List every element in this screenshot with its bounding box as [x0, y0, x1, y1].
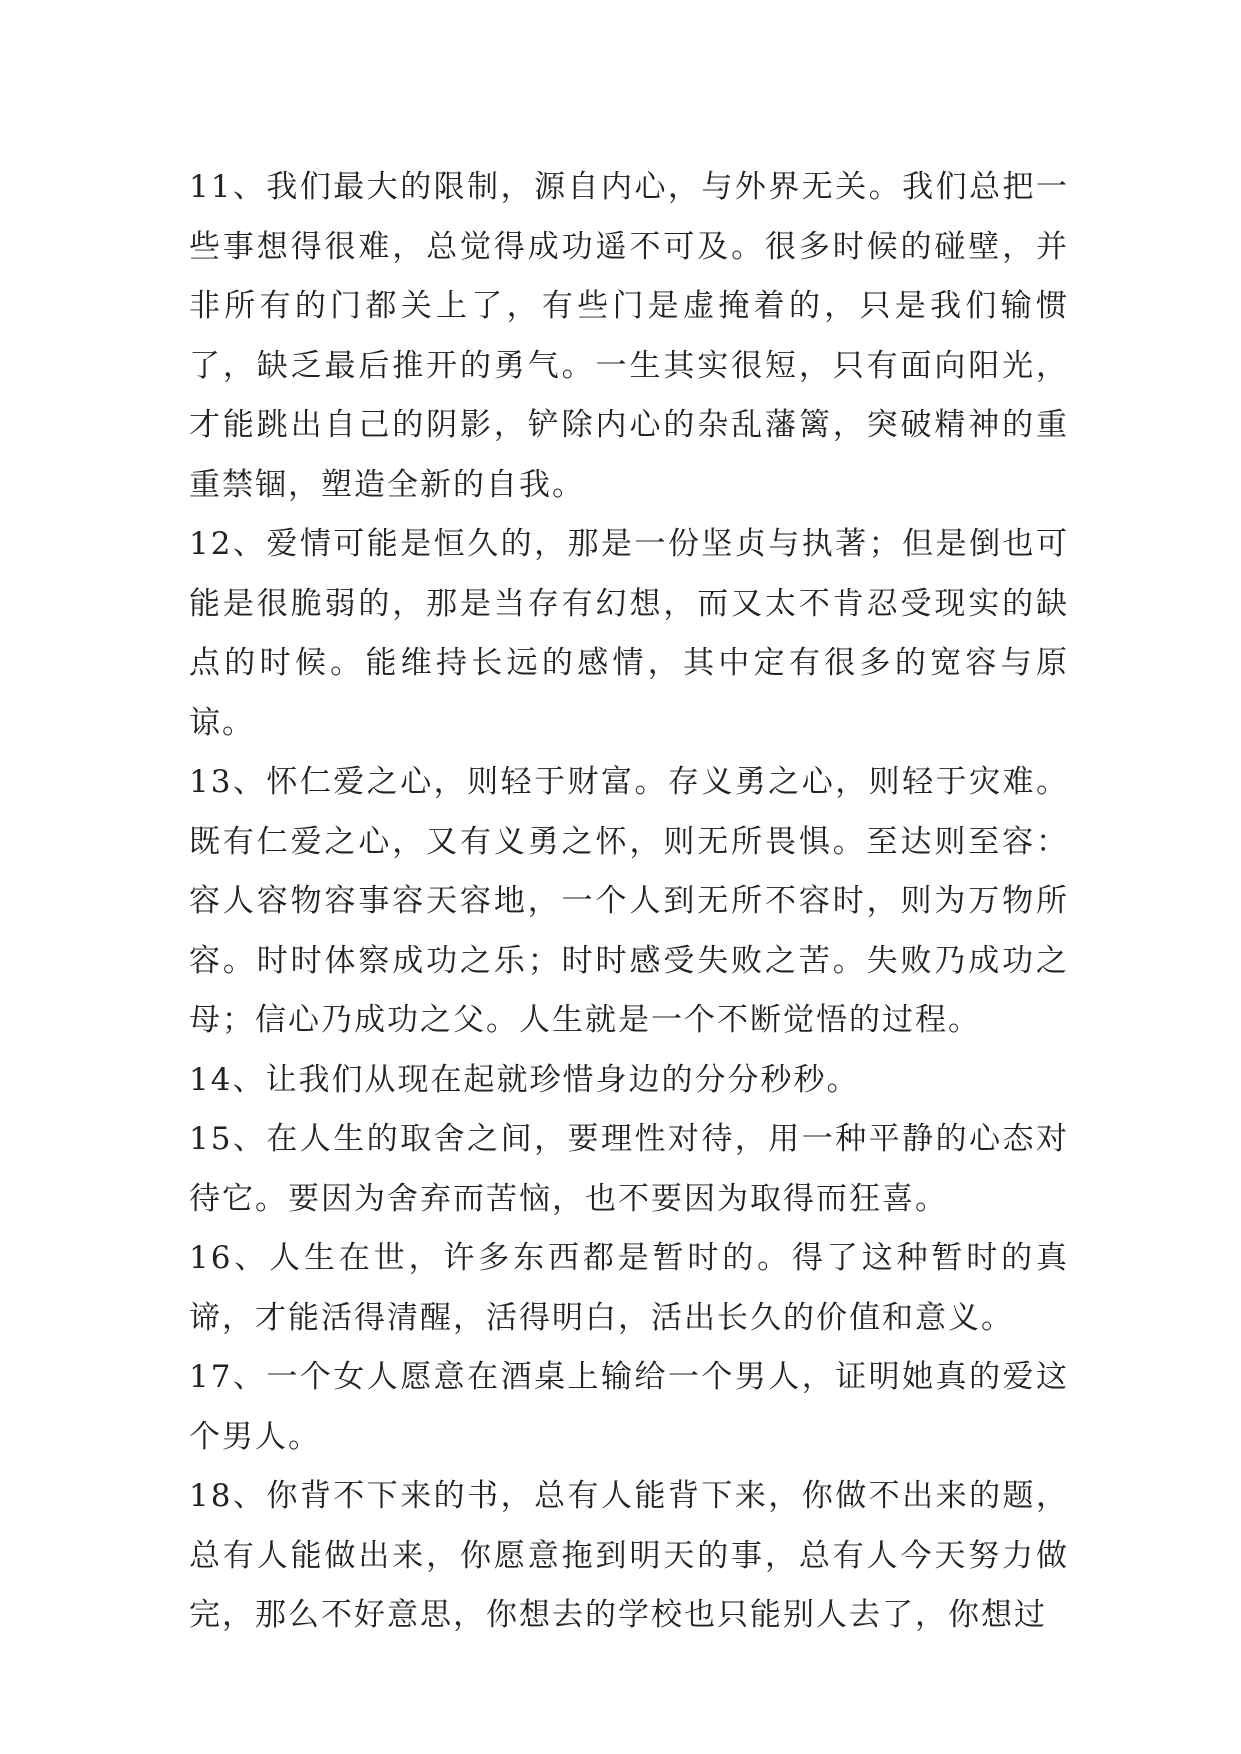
paragraph-18: 18、你背不下来的书，总有人能背下来，你做不出来的题，总有人能做出来，你愿意拖到明天的事，总有人今天努力做完，那么不好意思，你想去的学校也只能别人去了，你想过: [189, 1478, 1069, 1633]
paragraph-12: 12、爱情可能是恒久的，那是一份坚贞与执著；但是倒也可能是很脆弱的，那是当存有幻想，而又太不肯忍受现实的缺点的时候。能维持长远的感情，其中定有很多的宽容与原谅。: [189, 526, 1069, 741]
paragraph-13: 13、怀仁爱之心，则轻于财富。存义勇之心，则轻于灾难。既有仁爱之心，又有义勇之怀，则无所畏惧。至达则至容：容人容物容事容天容地，一个人到无所不容时，则为万物所容。时时体察成功之乐；时时感受失败之苦。失败乃成功之母；信心乃成功之父。人生就是一个不断觉悟的过程。: [189, 764, 1069, 1038]
paragraph-16: 16、人生在世，许多东西都是暂时的。得了这种暂时的真谛，才能活得清醒，活得明白，活出长久的价值和意义。: [189, 1240, 1069, 1336]
document-body: [189, 158, 1069, 1646]
paragraph-15: 15、在人生的取舍之间，要理性对待，用一种平静的心态对待它。要因为舍弃而苦恼，也不要因为取得而狂喜。: [189, 1121, 1069, 1217]
paragraph-17: 17、一个女人愿意在酒桌上输给一个男人，证明她真的爱这个男人。: [189, 1359, 1069, 1455]
paragraph-14: 14、让我们从现在起就珍惜身边的分分秒秒。: [189, 1061, 860, 1098]
paragraph-11: 11、我们最大的限制，源自内心，与外界无关。我们总把一些事想得很难，总觉得成功遥不可及。很多时候的碰壁，并非所有的门都关上了，有些门是虚掩着的，只是我们输惯了，缺乏最后推开的勇气。一生其实很短，只有面向阳光，才能跳出自己的阴影，铲除内心的杂乱藩篱，突破精神的重重禁锢，塑造全新的自我。: [189, 169, 1069, 503]
